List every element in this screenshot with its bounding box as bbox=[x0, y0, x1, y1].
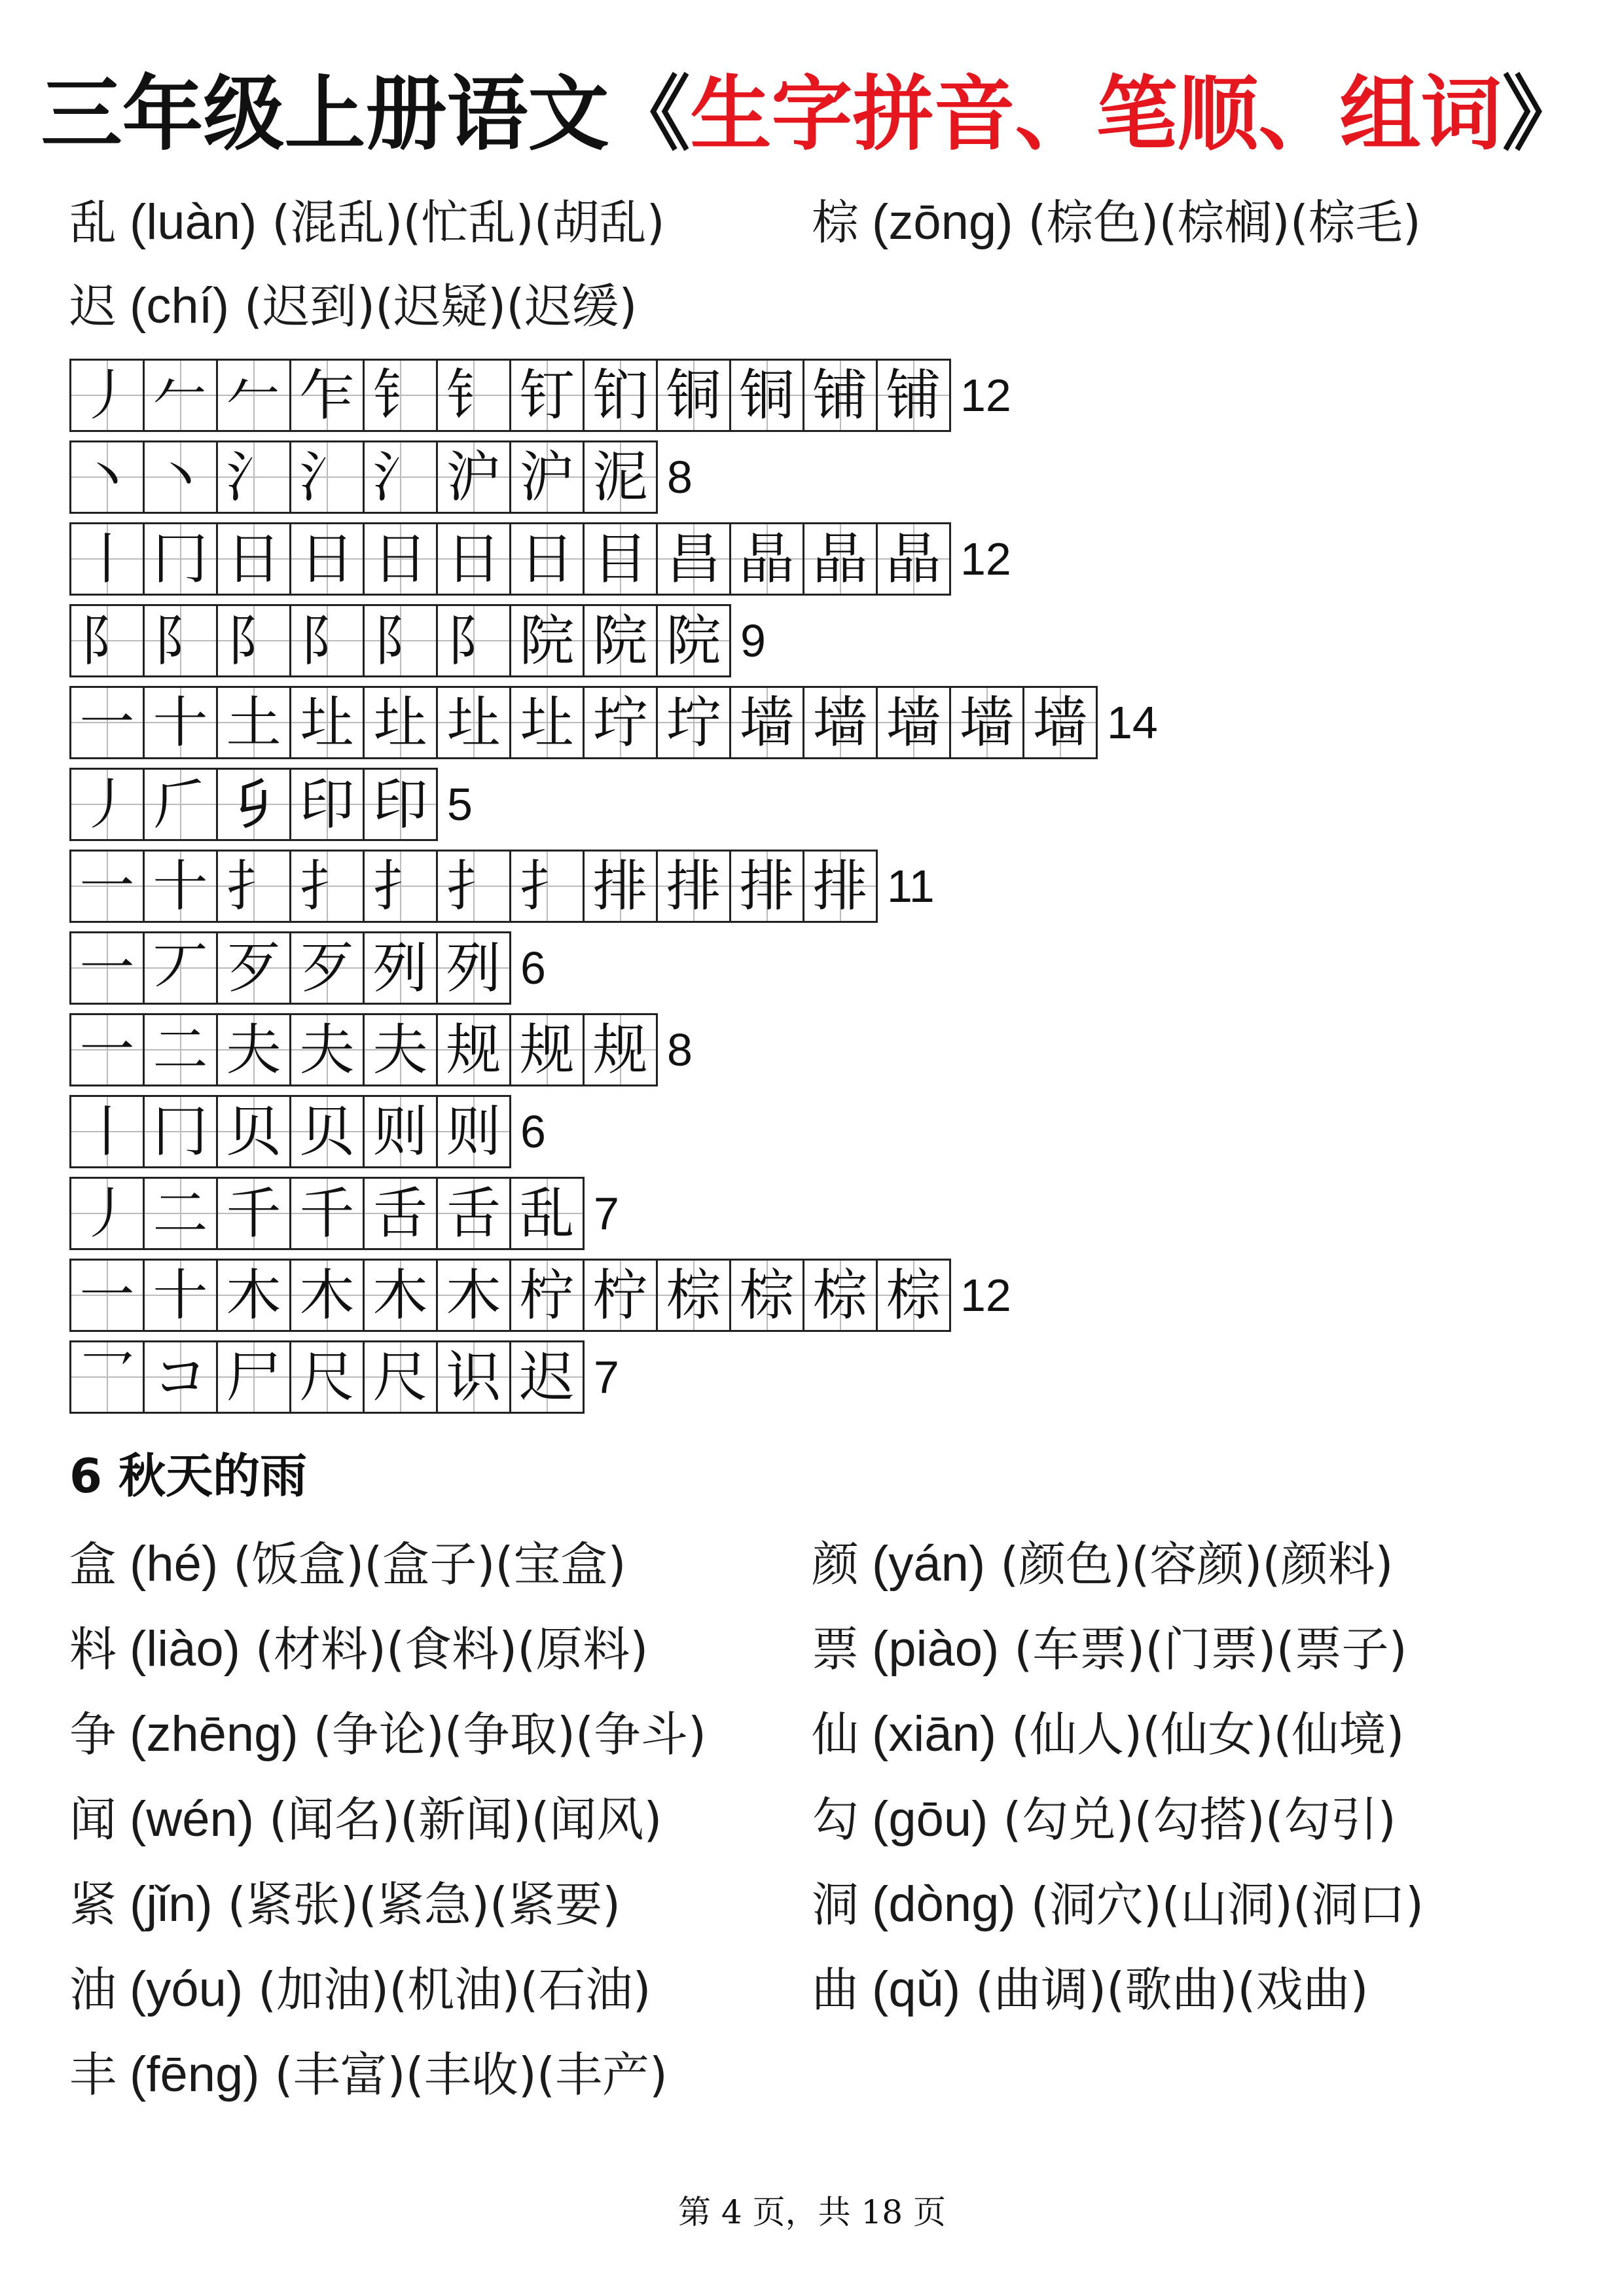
vocab-item bbox=[69, 1957, 651, 2022]
stroke-count: 6 bbox=[520, 942, 546, 994]
vocab-words: (棕色)(棕榈)(棕毛) bbox=[1028, 195, 1421, 250]
vocab-char: 曲 bbox=[812, 1962, 859, 2017]
stroke-cell: 墙 bbox=[1024, 688, 1098, 757]
stroke-cell: 日 bbox=[291, 524, 365, 594]
stroke-cell: 扌 bbox=[438, 852, 511, 921]
vocab-pinyin: (yán) bbox=[872, 1536, 986, 1592]
stroke-cell: 尺 bbox=[365, 1342, 438, 1412]
vocab-char: 票 bbox=[812, 1622, 859, 1677]
stroke-cell: 丶 bbox=[71, 442, 145, 512]
stroke-count: 7 bbox=[594, 1188, 619, 1239]
title-red: 生字拼音、笔顺、组词 bbox=[690, 67, 1502, 162]
stroke-cell: 二 bbox=[145, 1015, 218, 1085]
stroke-cell: 𠂆 bbox=[145, 770, 218, 839]
stroke-row bbox=[69, 1013, 693, 1086]
stroke-cell: 沪 bbox=[511, 442, 585, 512]
stroke-cell: 则 bbox=[438, 1097, 511, 1166]
stroke-cell: 十 bbox=[145, 1261, 218, 1330]
vocab-pinyin: (jǐn) bbox=[130, 1876, 213, 1932]
section-title: 6 秋天的雨 bbox=[69, 1448, 308, 1503]
stroke-cell: 钉 bbox=[511, 361, 585, 430]
stroke-cell: 乍 bbox=[291, 361, 365, 430]
stroke-cell: 棕 bbox=[878, 1261, 951, 1330]
stroke-cells bbox=[69, 931, 511, 1005]
stroke-cell: 钔 bbox=[585, 361, 658, 430]
stroke-cell: 扌 bbox=[218, 852, 291, 921]
stroke-cells bbox=[69, 768, 438, 841]
stroke-cell: 列 bbox=[438, 933, 511, 1003]
vocab-words: (紧张)(紧急)(紧要) bbox=[227, 1877, 621, 1932]
vocab-item bbox=[69, 1872, 621, 1937]
vocab-char: 油 bbox=[69, 1962, 117, 2017]
stroke-cell: 印 bbox=[291, 770, 365, 839]
stroke-cells bbox=[69, 686, 1098, 759]
vocab-item bbox=[69, 274, 637, 339]
stroke-cell: 乱 bbox=[511, 1179, 585, 1248]
vocab-words: (丰富)(丰收)(丰产) bbox=[274, 2047, 668, 2102]
stroke-cell: 排 bbox=[731, 852, 804, 921]
page-title bbox=[0, 62, 1624, 167]
stroke-cell: 沪 bbox=[438, 442, 511, 512]
stroke-cell: 丿 bbox=[71, 770, 145, 839]
vocab-item bbox=[812, 1957, 1369, 2022]
vocab-words: (颜色)(容颜)(颜料) bbox=[1000, 1537, 1394, 1592]
vocab-item bbox=[69, 2042, 668, 2108]
stroke-cell: 一 bbox=[71, 852, 145, 921]
stroke-cell: 柠 bbox=[585, 1261, 658, 1330]
stroke-cell: 坾 bbox=[585, 688, 658, 757]
vocab-words: (曲调)(歌曲)(戏曲) bbox=[975, 1962, 1369, 2017]
vocab-words: (闻名)(新闻)(闻风) bbox=[268, 1792, 662, 1847]
vocab-char: 乱 bbox=[69, 195, 117, 250]
vocab-item bbox=[69, 1702, 706, 1767]
stroke-cell: 氵 bbox=[291, 442, 365, 512]
stroke-cell: 列 bbox=[365, 933, 438, 1003]
stroke-cells bbox=[69, 1095, 511, 1168]
stroke-cell: 则 bbox=[365, 1097, 438, 1166]
stroke-cell: 二 bbox=[145, 1179, 218, 1248]
vocab-words: (仙人)(仙女)(仙境) bbox=[1011, 1707, 1405, 1762]
stroke-cell: 尸 bbox=[218, 1342, 291, 1412]
vocab-char: 棕 bbox=[812, 195, 859, 250]
stroke-cell: 扌 bbox=[511, 852, 585, 921]
stroke-row bbox=[69, 931, 546, 1005]
stroke-cell: 阝 bbox=[291, 606, 365, 675]
vocab-pinyin: (liào) bbox=[130, 1621, 240, 1677]
stroke-row bbox=[69, 1340, 619, 1414]
stroke-count: 5 bbox=[447, 779, 473, 830]
stroke-cell: 坾 bbox=[658, 688, 731, 757]
stroke-cell: 冂 bbox=[145, 524, 218, 594]
stroke-cell: 泥 bbox=[585, 442, 658, 512]
stroke-cell: 铜 bbox=[731, 361, 804, 430]
stroke-cell: 阝 bbox=[365, 606, 438, 675]
vocab-pinyin: (wén) bbox=[130, 1791, 255, 1847]
stroke-cell: 院 bbox=[658, 606, 731, 675]
vocab-words: (材料)(食料)(原料) bbox=[255, 1622, 649, 1677]
stroke-row bbox=[69, 1259, 1011, 1332]
stroke-cell: 圵 bbox=[365, 688, 438, 757]
vocab-char: 紧 bbox=[69, 1877, 117, 1932]
stroke-cell: 排 bbox=[585, 852, 658, 921]
stroke-cell: 一 bbox=[71, 933, 145, 1003]
stroke-cell: 阝 bbox=[438, 606, 511, 675]
vocab-item bbox=[812, 1872, 1424, 1937]
stroke-cell: 氵 bbox=[365, 442, 438, 512]
stroke-row bbox=[69, 686, 1158, 759]
vocab-item bbox=[812, 1787, 1396, 1852]
stroke-cell: 木 bbox=[365, 1261, 438, 1330]
stroke-cell: 千 bbox=[291, 1179, 365, 1248]
vocab-char: 仙 bbox=[812, 1707, 859, 1762]
stroke-cell: 丿 bbox=[71, 361, 145, 430]
stroke-cell: 丶 bbox=[145, 442, 218, 512]
vocab-pinyin: (zōng) bbox=[872, 194, 1013, 250]
vocab-pinyin: (luàn) bbox=[130, 194, 257, 250]
stroke-cell: 院 bbox=[585, 606, 658, 675]
vocab-pinyin: (zhēng) bbox=[130, 1706, 298, 1762]
stroke-row bbox=[69, 522, 1011, 596]
vocab-char: 迟 bbox=[69, 279, 117, 334]
stroke-cell: 𠂎 bbox=[218, 770, 291, 839]
stroke-cell: 冂 bbox=[145, 1097, 218, 1166]
vocab-pinyin: (piào) bbox=[872, 1621, 1000, 1677]
stroke-cell: 日 bbox=[218, 524, 291, 594]
vocab-char: 闻 bbox=[69, 1792, 117, 1847]
vocab-item bbox=[812, 1617, 1407, 1682]
stroke-count: 14 bbox=[1107, 697, 1158, 748]
vocab-pinyin: (chí) bbox=[130, 278, 230, 334]
stroke-cell: 一 bbox=[71, 1261, 145, 1330]
stroke-cell: 柠 bbox=[511, 1261, 585, 1330]
stroke-cell: 扌 bbox=[291, 852, 365, 921]
stroke-cell: 尺 bbox=[291, 1342, 365, 1412]
vocab-char: 颜 bbox=[812, 1537, 859, 1592]
vocab-item bbox=[812, 1702, 1405, 1767]
stroke-row bbox=[69, 768, 473, 841]
stroke-cell: 𠂉 bbox=[218, 361, 291, 430]
vocab-words: (迟到)(迟疑)(迟缓) bbox=[244, 279, 638, 334]
stroke-cell: 规 bbox=[585, 1015, 658, 1085]
vocab-words: (加油)(机油)(石油) bbox=[258, 1962, 651, 2017]
stroke-cell: 乛 bbox=[71, 1342, 145, 1412]
title-close: 》 bbox=[1502, 67, 1583, 162]
stroke-cell: 铺 bbox=[878, 361, 951, 430]
stroke-cell: 排 bbox=[658, 852, 731, 921]
stroke-cell: 歹 bbox=[218, 933, 291, 1003]
stroke-cell: 墙 bbox=[804, 688, 878, 757]
stroke-cell: 土 bbox=[218, 688, 291, 757]
stroke-cell: 贝 bbox=[291, 1097, 365, 1166]
stroke-cell: 钅 bbox=[365, 361, 438, 430]
stroke-cell: 日 bbox=[438, 524, 511, 594]
stroke-count: 11 bbox=[887, 861, 935, 912]
vocab-words: (混乱)(忙乱)(胡乱) bbox=[272, 195, 665, 250]
vocab-pinyin: (yóu) bbox=[130, 1962, 244, 2017]
stroke-cell: 钅 bbox=[438, 361, 511, 430]
stroke-cell: 棕 bbox=[731, 1261, 804, 1330]
stroke-cells bbox=[69, 850, 878, 923]
stroke-cell: 迟 bbox=[511, 1342, 585, 1412]
vocab-item bbox=[812, 190, 1421, 255]
vocab-words: (勾兑)(勾搭)(勾引) bbox=[1003, 1792, 1396, 1847]
stroke-cell: 阝 bbox=[218, 606, 291, 675]
stroke-cell: 日 bbox=[365, 524, 438, 594]
vocab-char: 勾 bbox=[812, 1792, 859, 1847]
stroke-row bbox=[69, 1095, 546, 1168]
stroke-cells bbox=[69, 1259, 951, 1332]
stroke-cell: 歹 bbox=[291, 933, 365, 1003]
vocab-char: 洞 bbox=[812, 1877, 859, 1932]
vocab-char: 料 bbox=[69, 1622, 117, 1677]
vocab-item bbox=[69, 190, 665, 255]
stroke-cell: 墙 bbox=[951, 688, 1024, 757]
stroke-cells bbox=[69, 604, 731, 677]
stroke-cell: 木 bbox=[218, 1261, 291, 1330]
stroke-row bbox=[69, 604, 766, 677]
stroke-cell: 十 bbox=[145, 688, 218, 757]
stroke-cell: 排 bbox=[804, 852, 878, 921]
vocab-pinyin: (gōu) bbox=[872, 1791, 988, 1847]
stroke-cell: 铺 bbox=[804, 361, 878, 430]
stroke-cell: 十 bbox=[145, 852, 218, 921]
stroke-cell: 千 bbox=[218, 1179, 291, 1248]
stroke-count: 12 bbox=[960, 370, 1011, 421]
vocab-char: 争 bbox=[69, 1707, 117, 1762]
stroke-row bbox=[69, 850, 935, 923]
stroke-cell: 晶 bbox=[731, 524, 804, 594]
stroke-cell: 昌 bbox=[658, 524, 731, 594]
vocab-words: (争论)(争取)(争斗) bbox=[313, 1707, 707, 1762]
stroke-cell: 规 bbox=[438, 1015, 511, 1085]
stroke-cell: 夫 bbox=[291, 1015, 365, 1085]
stroke-cell: 舌 bbox=[365, 1179, 438, 1248]
stroke-cell: 𠂉 bbox=[145, 361, 218, 430]
stroke-cell: 日 bbox=[511, 524, 585, 594]
vocab-words: (洞穴)(山洞)(洞口) bbox=[1030, 1877, 1424, 1932]
stroke-cells bbox=[69, 1013, 658, 1086]
vocab-pinyin: (fēng) bbox=[130, 2047, 260, 2102]
stroke-cell: 贝 bbox=[218, 1097, 291, 1166]
stroke-cell: 木 bbox=[291, 1261, 365, 1330]
stroke-cell: 丨 bbox=[71, 1097, 145, 1166]
vocab-pinyin: (xiān) bbox=[872, 1706, 997, 1762]
vocab-char: 丰 bbox=[69, 2047, 117, 2102]
stroke-cell: 夫 bbox=[365, 1015, 438, 1085]
stroke-cell: 氵 bbox=[218, 442, 291, 512]
page-footer: 第 4 页，共 18 页 bbox=[677, 2193, 946, 2231]
stroke-cell: 一 bbox=[71, 1015, 145, 1085]
stroke-cells bbox=[69, 522, 951, 596]
stroke-count: 8 bbox=[667, 452, 693, 503]
vocab-item bbox=[812, 1532, 1394, 1597]
stroke-cell: 夫 bbox=[218, 1015, 291, 1085]
stroke-cell: 一 bbox=[71, 688, 145, 757]
vocab-item bbox=[69, 1787, 662, 1852]
stroke-cell: 院 bbox=[511, 606, 585, 675]
stroke-cells bbox=[69, 359, 951, 432]
stroke-cell: 墙 bbox=[731, 688, 804, 757]
stroke-count: 9 bbox=[740, 615, 766, 666]
vocab-words: (车票)(门票)(票子) bbox=[1014, 1622, 1407, 1677]
stroke-row bbox=[69, 440, 693, 514]
stroke-cell: 扌 bbox=[365, 852, 438, 921]
stroke-cell: 规 bbox=[511, 1015, 585, 1085]
vocab-words: (饭盒)(盒子)(宝盒) bbox=[233, 1537, 626, 1592]
stroke-count: 12 bbox=[960, 1270, 1011, 1321]
stroke-cells bbox=[69, 1340, 585, 1414]
stroke-cell: 阝 bbox=[71, 606, 145, 675]
stroke-cells bbox=[69, 440, 658, 514]
stroke-cell: 阝 bbox=[145, 606, 218, 675]
stroke-cell: 舌 bbox=[438, 1179, 511, 1248]
vocab-pinyin: (qǔ) bbox=[872, 1962, 961, 2017]
stroke-cell: 丆 bbox=[145, 933, 218, 1003]
vocab-pinyin: (hé) bbox=[130, 1536, 219, 1592]
stroke-cell: 铜 bbox=[658, 361, 731, 430]
stroke-cell: 圵 bbox=[511, 688, 585, 757]
vocab-pinyin: (dòng) bbox=[872, 1876, 1016, 1932]
stroke-cell: 棕 bbox=[804, 1261, 878, 1330]
stroke-cell: コ bbox=[145, 1342, 218, 1412]
vocab-item bbox=[69, 1617, 648, 1682]
stroke-cell: 墙 bbox=[878, 688, 951, 757]
stroke-cell: 印 bbox=[365, 770, 438, 839]
stroke-row bbox=[69, 1177, 619, 1250]
stroke-count: 7 bbox=[594, 1352, 619, 1403]
stroke-cell: 木 bbox=[438, 1261, 511, 1330]
stroke-cell: 识 bbox=[438, 1342, 511, 1412]
stroke-cell: 晶 bbox=[804, 524, 878, 594]
vocab-char: 盒 bbox=[69, 1537, 117, 1592]
vocab-item bbox=[69, 1532, 626, 1597]
stroke-cell: 棕 bbox=[658, 1261, 731, 1330]
stroke-cell: 目 bbox=[585, 524, 658, 594]
stroke-cell: 晶 bbox=[878, 524, 951, 594]
stroke-cells bbox=[69, 1177, 585, 1250]
title-black: 三年级上册语文《 bbox=[41, 67, 691, 162]
stroke-count: 8 bbox=[667, 1024, 693, 1075]
stroke-count: 12 bbox=[960, 533, 1011, 584]
stroke-count: 6 bbox=[520, 1106, 546, 1157]
stroke-cell: 圵 bbox=[438, 688, 511, 757]
stroke-cell: 丨 bbox=[71, 524, 145, 594]
stroke-cell: 圵 bbox=[291, 688, 365, 757]
stroke-cell: 丿 bbox=[71, 1179, 145, 1248]
stroke-row bbox=[69, 359, 1011, 432]
